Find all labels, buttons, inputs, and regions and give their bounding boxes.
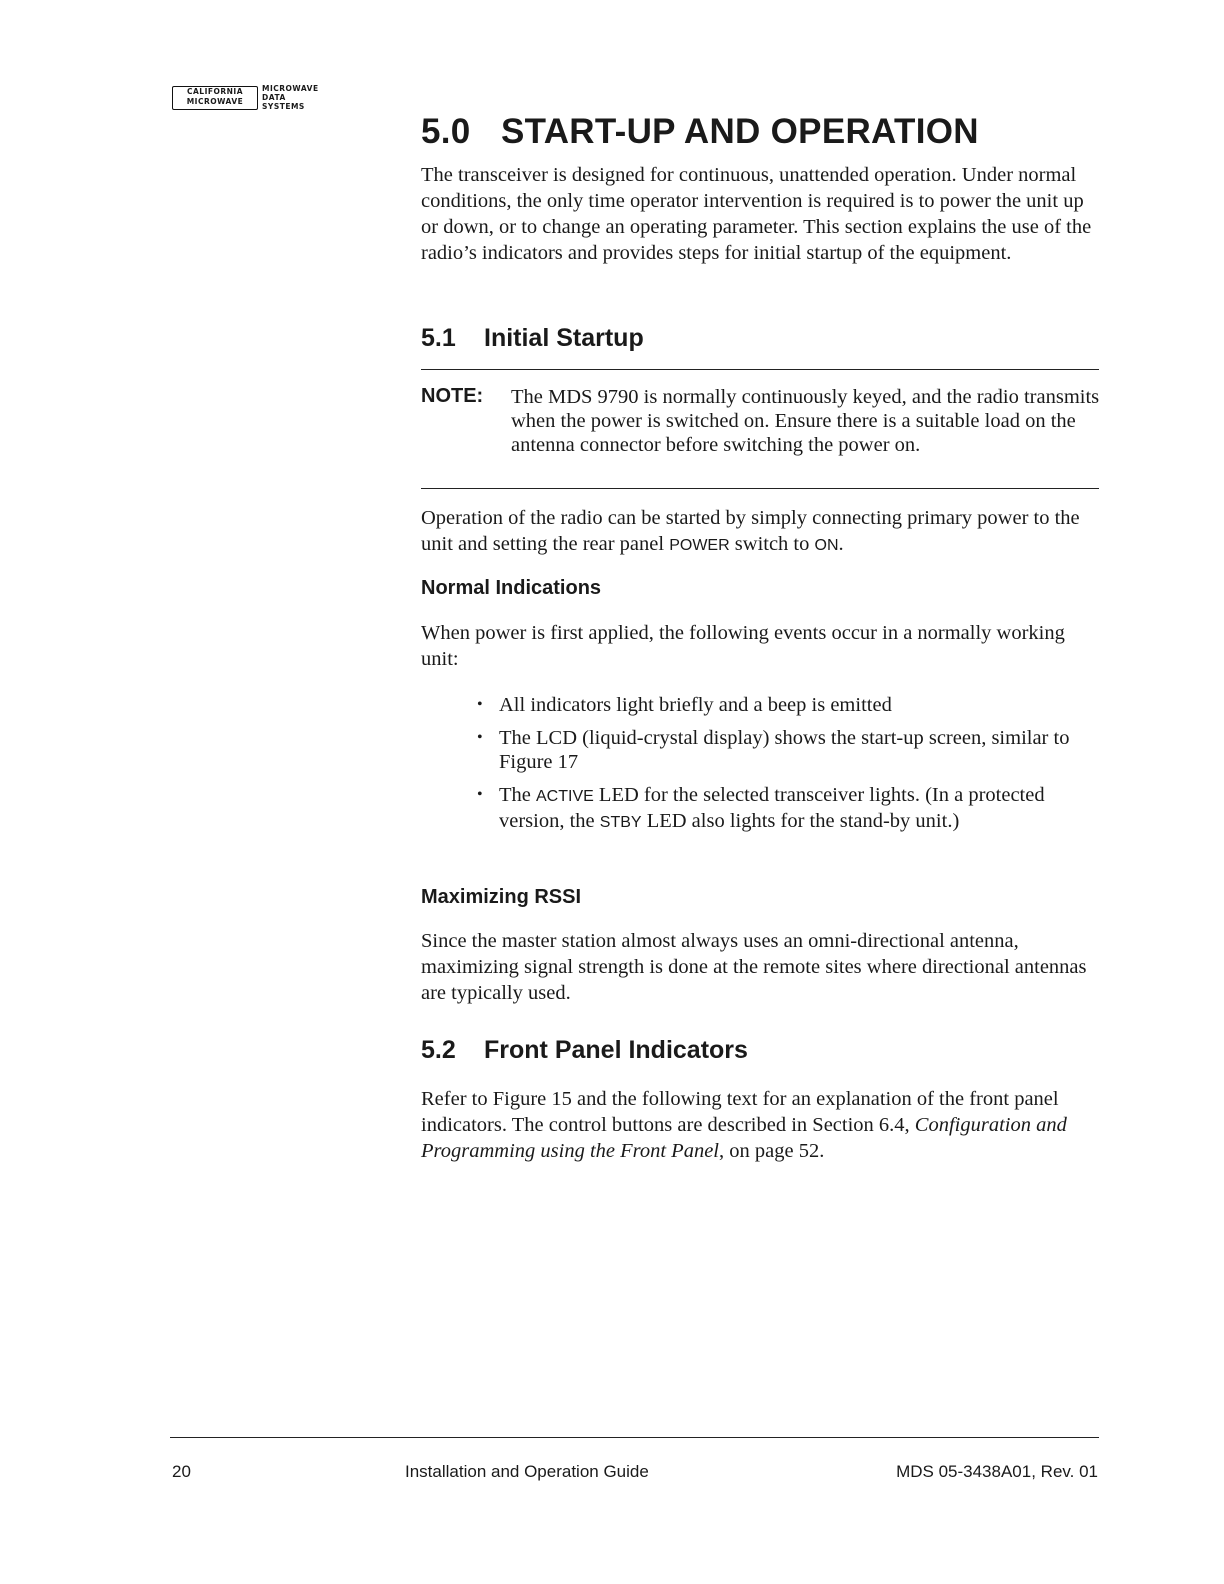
logo-box-line2: MICROWAVE bbox=[186, 97, 244, 106]
bullet3-text-3: LED also lights for the stand-by unit.) bbox=[641, 810, 960, 832]
subsection-5-2-title: Front Panel Indicators bbox=[484, 1036, 748, 1064]
list-item bbox=[477, 783, 1097, 835]
front-panel-text-1: Refer to Figure 15 and the following text for an explanation of the front panel indicators. The control buttons are described in Section 6.4, bbox=[421, 1088, 1059, 1136]
power-switch-label: POWER bbox=[669, 537, 730, 554]
front-panel-paragraph bbox=[421, 1086, 1101, 1164]
logo-word-1: MICROWAVE bbox=[262, 84, 319, 93]
front-panel-italic-ref: Configuration and Programming using the Front Panel bbox=[421, 1114, 1067, 1162]
page-number: 20 bbox=[172, 1462, 191, 1481]
note-label: NOTE: bbox=[421, 385, 484, 407]
section-intro: The transceiver is designed for continuous, unattended operation. Under normal conditions, the only time operator intervention is required is to power the unit up or down, or to change an operating parameter. This section explains the use of the radio’s indicators and provides steps for initial startup of the equipment. bbox=[421, 164, 1092, 264]
bullet3-text-2: LED for the selected transceiver lights. (In a protected version, the bbox=[499, 784, 1045, 832]
list-item: • The LCD (liquid-crystal display) shows the start-up screen, similar to Figure 17 bbox=[477, 726, 1097, 774]
subsection-5-2-number: 5.2 bbox=[421, 1036, 456, 1064]
front-panel-text-2: , on page 52. bbox=[719, 1140, 825, 1162]
normal-indications-list bbox=[477, 693, 1097, 844]
operation-text-1: Operation of the radio can be started by simply connecting primary power to the unit and setting the rear panel bbox=[421, 507, 1080, 555]
section-title: START-UP AND OPERATION bbox=[501, 112, 979, 151]
maximizing-rssi-heading: Maximizing RSSI bbox=[421, 886, 582, 908]
footer-title: Installation and Operation Guide bbox=[405, 1462, 649, 1481]
list-item: • All indicators light briefly and a beep is emitted bbox=[477, 693, 1097, 717]
maximizing-rssi-text: Since the master station almost always uses an omni-directional antenna, maximizing signal strength is done at the remote sites where directional antennas are typically used. bbox=[421, 930, 1087, 1004]
on-label: ON bbox=[814, 537, 839, 554]
operation-text-2: switch to bbox=[729, 533, 815, 555]
footer-doc-number: MDS 05-3438A01, Rev. 01 bbox=[896, 1462, 1098, 1481]
footer-rule bbox=[170, 1437, 1099, 1438]
note-top-rule bbox=[421, 369, 1099, 370]
logo-words bbox=[262, 84, 319, 111]
section-heading bbox=[421, 112, 979, 152]
subsection-5-1-heading bbox=[421, 324, 644, 353]
logo-word-3: SYSTEMS bbox=[262, 102, 305, 111]
logo-word-2: DATA bbox=[262, 93, 286, 102]
subsection-5-2-heading bbox=[421, 1036, 748, 1065]
subsection-5-1-title: Initial Startup bbox=[484, 324, 644, 352]
logo-box bbox=[172, 86, 258, 110]
normal-indications-heading: Normal Indications bbox=[421, 577, 602, 599]
active-led-label: ACTIVE bbox=[536, 788, 594, 805]
stby-led-label: STBY bbox=[599, 814, 642, 831]
subsection-5-1-number: 5.1 bbox=[421, 324, 456, 352]
section-number: 5.0 bbox=[421, 112, 471, 151]
note-text: The MDS 9790 is normally continuously keyed, and the radio transmits when the power is switched on. Ensure there is a suitable load on the antenna connector before switching the power on. bbox=[511, 386, 1100, 456]
note-bottom-rule bbox=[421, 488, 1099, 489]
operation-paragraph bbox=[421, 505, 1101, 559]
normal-indications-intro: When power is first applied, the following events occur in a normally working unit: bbox=[421, 622, 1065, 670]
company-logo bbox=[172, 86, 342, 114]
logo-box-line1: CALIFORNIA bbox=[186, 87, 244, 96]
bullet3-text-1: The bbox=[499, 784, 536, 806]
operation-text-3: . bbox=[838, 533, 844, 555]
